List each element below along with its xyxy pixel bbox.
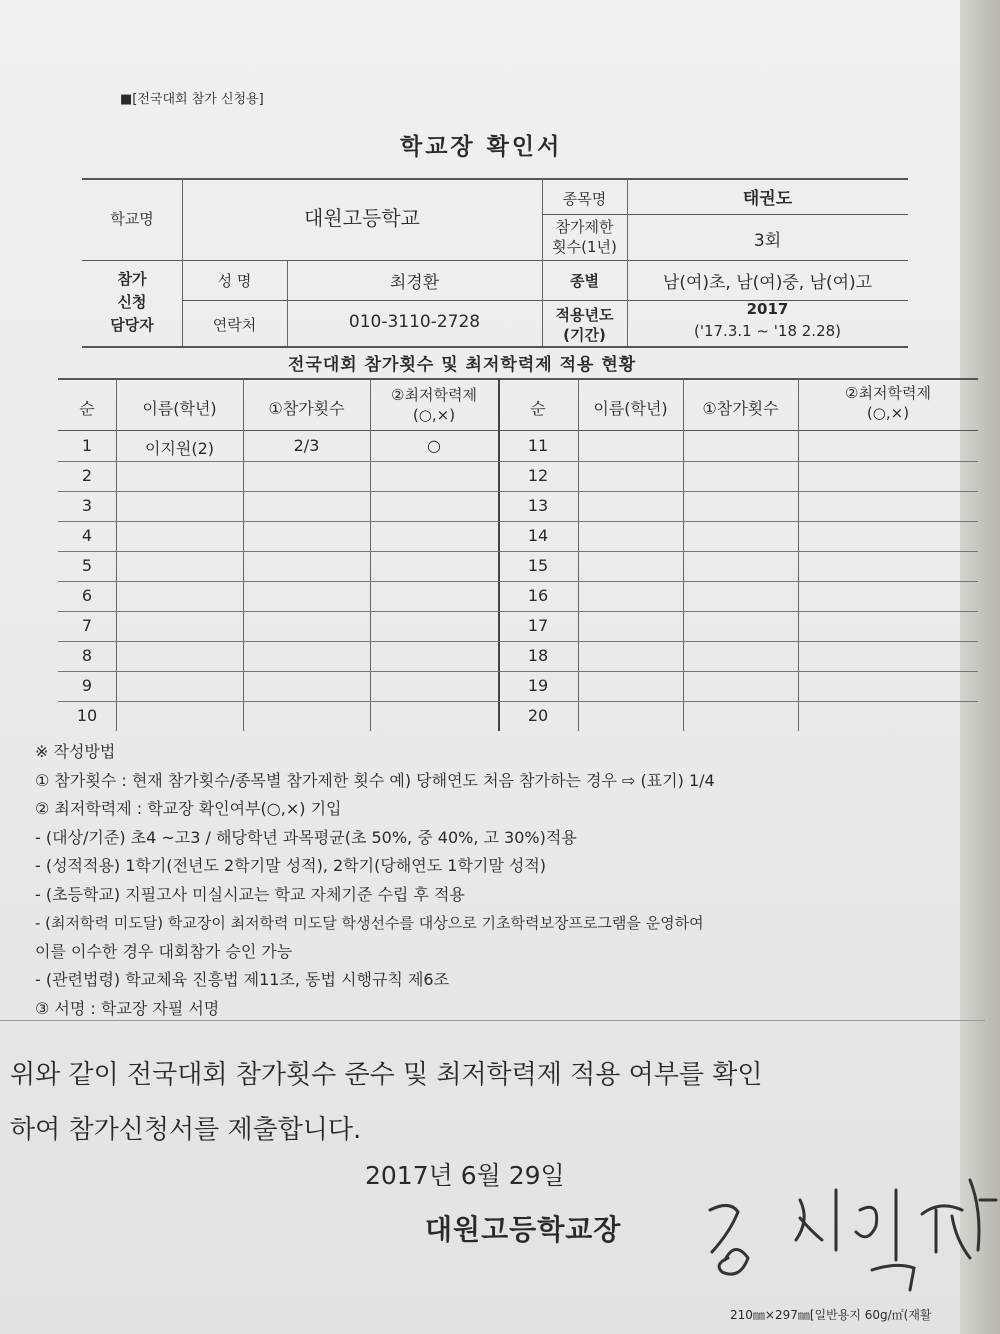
col-header-min-grade-mark: (○,×): [412, 406, 456, 424]
school-name: 대원고등학교: [304, 206, 420, 230]
principal-signature: [700, 1140, 1000, 1300]
header-mid-rule: [82, 260, 908, 261]
table-column-divider: [798, 378, 799, 731]
table-cell-no-right: 20: [527, 706, 549, 725]
table-column-divider: [243, 378, 244, 731]
instruction-line: 이를 이수한 경우 대회참가 승인 가능: [35, 941, 293, 961]
manager-label-1: 참가: [117, 270, 147, 288]
col-header-count-right: ①참가횟수: [702, 399, 779, 418]
instruction-line: - (최저학력 미도달) 학교장이 최저학력 미도달 학생선수를 대상으로 기초학력보장프로그램을 운영하여: [35, 914, 704, 932]
table-row-rule: [58, 611, 978, 612]
year-value: 2017: [746, 300, 789, 318]
table-cell-no-right: 18: [527, 646, 549, 665]
declaration-line-1: 위와 같이 전국대회 참가횟수 준수 및 최저학력제 적용 여부를 확인: [10, 1060, 763, 1090]
category-label: 종별: [570, 272, 599, 290]
category-value: 남(여)초, 남(여)중, 남(여)고: [662, 273, 873, 293]
date: 2017년 6월 29일: [365, 1161, 565, 1190]
table-row-rule: [58, 521, 978, 522]
manager-label-2: 신청: [117, 293, 147, 311]
table-cell-min: ○: [427, 436, 441, 455]
event-name: 태권도: [742, 189, 793, 209]
table-cell-no-right: 13: [527, 496, 549, 515]
contact-value: 010-3110-2728: [348, 312, 481, 332]
table-row-rule: [58, 671, 978, 672]
table-cell-no-right: 15: [527, 556, 549, 575]
header-top-rule: [82, 178, 908, 180]
writing-instructions: [35, 738, 995, 1023]
table-cell-no-right: 16: [527, 586, 549, 605]
declaration: [10, 1048, 763, 1158]
table-title: 전국대회 참가횟수 및 최저학력제 적용 현황: [288, 355, 637, 375]
paper-spec-footer: 210㎜×297㎜[일반용지 60g/㎡(재활: [730, 1308, 932, 1322]
school-label: 학교명: [110, 210, 154, 228]
document-type-label: ■[전국대회 참가 신청용]: [120, 92, 264, 107]
instruction-line: ※ 작성방법: [35, 742, 116, 761]
principal-title: 대원고등학교장: [425, 1213, 622, 1246]
table-row-rule: [58, 461, 978, 462]
table-row-rule: [58, 641, 978, 642]
table-cell-count: 2/3: [293, 436, 320, 455]
instruction-line: - (관련법령) 학교체육 진흥법 제11조, 동법 시행규칙 제6조: [35, 970, 450, 989]
table-column-divider: [683, 378, 684, 731]
instruction-line: - (대상/기준) 초4 ~고3 / 해당학년 과목평균(초 50%, 중 40%, 고 30%)적용: [35, 827, 577, 847]
table-cell-no-right: 17: [527, 616, 549, 635]
col-header-name: 이름(학년): [142, 399, 217, 418]
contact-label: 연락처: [212, 316, 257, 334]
year-label-1: 적용년도: [555, 306, 614, 324]
table-top-rule: [58, 378, 978, 380]
limit-label-2: 횟수(1년): [552, 238, 617, 256]
limit-value: 3회: [753, 231, 782, 251]
col-header-min-grade: ②최저학력제: [391, 386, 477, 404]
col-header-no: 순: [79, 399, 95, 418]
instruction-line: ② 최저학력제 : 학교장 확인여부(○,×) 기입: [35, 799, 342, 818]
table-cell-no: 1: [81, 436, 93, 455]
table-header-rule: [58, 430, 978, 431]
table-cell-no-right: 19: [527, 676, 549, 695]
document-title: 학교장 확인서: [400, 134, 563, 160]
table-column-divider: [370, 378, 371, 731]
instruction-line: ① 참가횟수 : 현재 참가횟수/종목별 참가제한 횟수 예) 당해연도 처음 참가하는 경우 ⇨ (표기) 1/4: [35, 770, 715, 790]
table-column-divider: [116, 378, 117, 731]
table-cell-no: 4: [81, 526, 93, 545]
name-value: 최경환: [389, 273, 440, 293]
table-row-rule: [58, 701, 978, 702]
table-cell-no: 7: [81, 616, 93, 635]
table-cell-no-right: 12: [527, 466, 549, 485]
year-label-2: (기간): [563, 326, 606, 344]
table-cell-no: 5: [81, 556, 93, 575]
table-row-rule: [58, 581, 978, 582]
header-bottom-rule: [82, 346, 908, 348]
table-column-divider: [578, 378, 579, 731]
manager-label-3: 담당자: [110, 316, 154, 334]
table-cell-no: 9: [81, 676, 93, 695]
table-cell-no: 10: [76, 706, 98, 725]
declaration-divider: [0, 1020, 985, 1021]
header-event-rule: [542, 214, 908, 215]
table-cell-name: 이지원(2): [144, 439, 215, 458]
limit-label-1: 참가제한: [555, 218, 614, 236]
col-header-count: ①참가횟수: [268, 399, 345, 418]
header-info-table: [82, 178, 908, 348]
participation-table: [58, 378, 978, 731]
instruction-line: - (초등학교) 지필고사 미실시교는 학교 자체기준 수립 후 적용: [35, 884, 465, 904]
col-header-min-grade-mark-right: (○,×): [866, 404, 910, 422]
table-row-rule: [58, 551, 978, 552]
instruction-line: ③ 서명 : 학교장 자필 서명: [35, 998, 220, 1018]
col-header-no-right: 순: [530, 399, 546, 418]
table-cell-no: 3: [81, 496, 93, 515]
table-cell-no: 8: [81, 646, 93, 665]
table-cell-no-right: 14: [527, 526, 549, 545]
col-header-name-right: 이름(학년): [593, 399, 668, 418]
table-cell-no-right: 11: [527, 436, 549, 455]
table-cell-no: 6: [81, 586, 93, 605]
table-row-rule: [58, 491, 978, 492]
event-label: 종목명: [562, 190, 607, 208]
col-header-min-grade-right: ②최저학력제: [845, 384, 931, 402]
table-cell-no: 2: [81, 466, 93, 485]
year-period: ('17.3.1 ~ '18 2.28): [693, 322, 842, 340]
instruction-line: - (성적적용) 1학기(전년도 2학기말 성적), 2학기(당해연도 1학기말 성적): [35, 856, 547, 875]
declaration-line-2: 하여 참가신청서를 제출합니다.: [10, 1115, 362, 1145]
name-label: 성 명: [217, 272, 252, 290]
